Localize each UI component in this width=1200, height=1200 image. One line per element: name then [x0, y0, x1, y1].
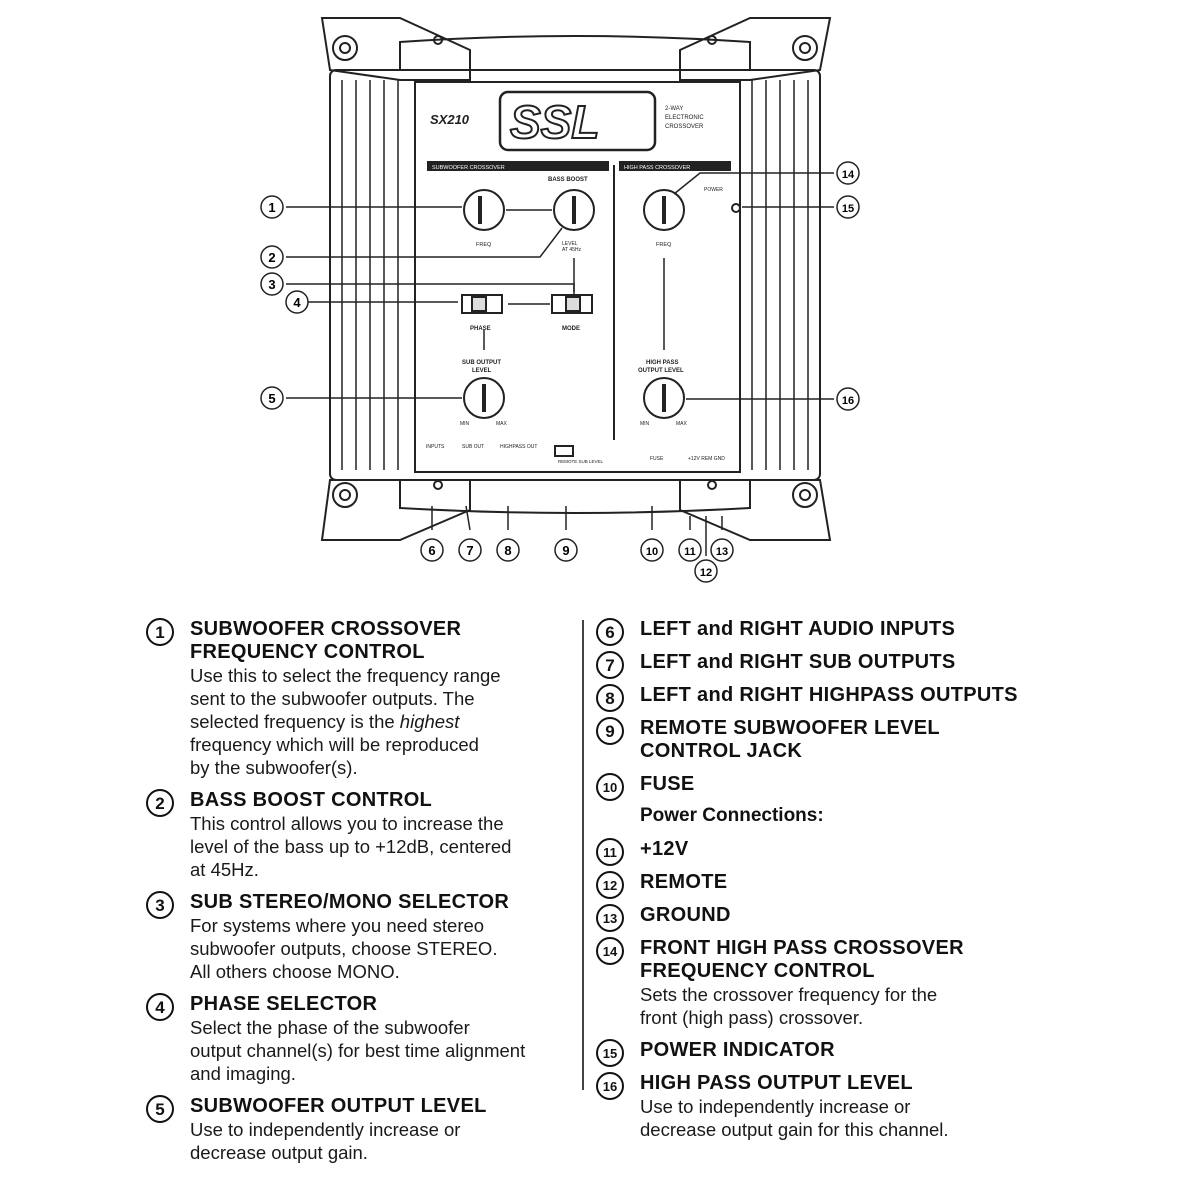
svg-text:16: 16 — [841, 395, 855, 407]
legend-title: SUBWOOFER OUTPUT LEVEL — [190, 1095, 487, 1117]
hp-output-label-1: HIGH PASS — [646, 360, 679, 366]
svg-text:11: 11 — [684, 546, 696, 558]
sub-section-title: SUBWOOFER CROSSOVER — [432, 165, 505, 171]
legend-number: 15 — [596, 1039, 624, 1067]
sub-freq-knob[interactable] — [464, 190, 504, 230]
legend-number: 14 — [596, 937, 624, 965]
sub-output-label-1: SUB OUTPUT — [462, 360, 501, 366]
hp-max-label: MAX — [676, 421, 687, 427]
callout-7 — [459, 539, 481, 561]
svg-text:7: 7 — [466, 543, 474, 558]
callout-8 — [497, 539, 519, 561]
legend-number: 9 — [596, 717, 624, 745]
callout-13 — [711, 539, 733, 561]
legend-number: 5 — [146, 1095, 174, 1123]
svg-text:9: 9 — [562, 543, 570, 558]
sub-output-level-knob[interactable] — [464, 378, 504, 418]
legend-left-column — [146, 618, 576, 1174]
legend-item-14 — [596, 937, 1076, 1029]
legend-title: SUBWOOFER CROSSOVER — [190, 618, 462, 640]
mode-switch[interactable] — [552, 295, 592, 313]
legend-desc: at 45Hz. — [190, 859, 259, 880]
hp-output-label-2: OUTPUT LEVEL — [638, 368, 684, 374]
svg-text:14: 14 — [841, 169, 855, 181]
level-at-label-2: AT 45Hz — [562, 247, 581, 253]
svg-text:4: 4 — [293, 295, 301, 310]
legend-desc: This control allows you to increase the — [190, 813, 504, 834]
desc-line-1: 2-WAY — [665, 106, 684, 112]
hp-section-title: HIGH PASS CROSSOVER — [624, 165, 691, 171]
left-heatsink — [342, 80, 398, 470]
legend-title: POWER INDICATOR — [640, 1039, 835, 1061]
sub-max-label: MAX — [496, 421, 507, 427]
legend-title: FREQUENCY CONTROL — [640, 960, 875, 982]
svg-text:5: 5 — [268, 391, 276, 406]
sub-freq-label: FREQ — [476, 242, 492, 248]
legend-item-11 — [596, 838, 1076, 861]
callout-9 — [555, 539, 577, 561]
phase-label: PHASE — [470, 326, 491, 332]
level-at-label-1: LEVEL — [562, 241, 578, 247]
legend-desc: selected frequency is the highest — [190, 711, 460, 732]
legend-desc: frequency which will be reproduced — [190, 734, 479, 755]
legend-desc: output channel(s) for best time alignment — [190, 1040, 526, 1061]
legend-number: 1 — [146, 618, 174, 646]
svg-text:8: 8 — [504, 543, 512, 558]
power-indicator-led — [732, 204, 740, 212]
sub-out-label: SUB OUT — [462, 444, 485, 450]
legend-desc: For systems where you need stereo — [190, 915, 485, 936]
callout-11 — [679, 539, 701, 561]
legend-desc: All others choose MONO. — [190, 961, 400, 982]
legend-title: FREQUENCY CONTROL — [190, 641, 425, 663]
svg-text:2: 2 — [268, 250, 276, 265]
svg-text:6: 6 — [428, 543, 436, 558]
brand-logo: SSL — [510, 96, 600, 148]
phase-switch[interactable] — [462, 295, 502, 313]
legend-number: 7 — [596, 651, 624, 679]
legend-item-13 — [596, 904, 1076, 927]
legend-desc: Use to independently increase or — [640, 1096, 911, 1117]
legend-item-15 — [596, 1039, 1076, 1062]
svg-text:10: 10 — [645, 546, 659, 558]
legend-desc: decrease output gain. — [190, 1142, 368, 1163]
legend-title: HIGH PASS OUTPUT LEVEL — [640, 1072, 913, 1094]
callout-10 — [641, 539, 663, 561]
legend-desc: front (high pass) crossover. — [640, 1007, 864, 1028]
legend-desc: by the subwoofer(s). — [190, 757, 358, 778]
legend-title: REMOTE SUBWOOFER LEVEL — [640, 717, 940, 739]
legend-title: FRONT HIGH PASS CROSSOVER — [640, 937, 964, 959]
bass-boost-knob[interactable] — [554, 190, 594, 230]
legend-number: 4 — [146, 993, 174, 1021]
fuse-label: FUSE — [650, 456, 664, 462]
legend-item-8 — [596, 684, 1076, 707]
legend-title: FUSE — [640, 773, 695, 795]
legend-item-7 — [596, 651, 1076, 674]
callout-3 — [261, 273, 283, 295]
legend-item-9 — [596, 717, 1076, 763]
legend-title: REMOTE — [640, 871, 728, 893]
mode-label: MODE — [562, 326, 580, 332]
legend-number: 16 — [596, 1072, 624, 1100]
legend-title: CONTROL JACK — [640, 740, 803, 762]
legend-item-1 — [146, 618, 576, 779]
legend-title: LEFT and RIGHT HIGHPASS OUTPUTS — [640, 684, 1018, 706]
desc-line-2: ELECTRONIC — [665, 115, 704, 121]
callout-1 — [261, 196, 283, 218]
legend-title: BASS BOOST CONTROL — [190, 789, 433, 811]
model-label: SX210 — [430, 112, 470, 127]
legend-title: LEFT and RIGHT SUB OUTPUTS — [640, 651, 956, 673]
sub-min-label: MIN — [460, 421, 470, 427]
sub-output-label-2: LEVEL — [472, 368, 492, 374]
callout-6 — [421, 539, 443, 561]
legend-item-3 — [146, 891, 576, 983]
power-conn-label: +12V REM GND — [688, 456, 725, 462]
highpass-out-label: HIGHPASS OUT — [500, 444, 538, 450]
legend-item-6 — [596, 618, 1076, 641]
legend-desc: Use this to select the frequency range — [190, 665, 501, 686]
legend-item-2 — [146, 789, 576, 881]
legend-number: 10 — [596, 773, 624, 801]
callout-14 — [837, 162, 859, 184]
power-connections-heading: Power Connections: — [640, 805, 824, 826]
legend-desc: subwoofer outputs, choose STEREO. — [190, 938, 498, 959]
power-label: POWER — [704, 187, 723, 193]
legend-number: 12 — [596, 871, 624, 899]
bottom-rail — [400, 480, 750, 513]
callout-4 — [286, 291, 308, 313]
hp-freq-knob[interactable] — [644, 190, 684, 230]
legend-desc: level of the bass up to +12dB, centered — [190, 836, 512, 857]
legend-desc: Sets the crossover frequency for the — [640, 984, 938, 1005]
legend-number: 2 — [146, 789, 174, 817]
legend-number: 11 — [596, 838, 624, 866]
legend-number: 13 — [596, 904, 624, 932]
remote-sub-label: REMOTE SUB LEVEL — [558, 459, 604, 464]
hp-min-label: MIN — [640, 421, 650, 427]
legend-item-5 — [146, 1095, 576, 1164]
desc-line-3: CROSSOVER — [665, 124, 704, 130]
legend-right-column — [596, 618, 1076, 1151]
right-heatsink — [752, 80, 808, 470]
hp-freq-label: FREQ — [656, 242, 672, 248]
legend-item-10 — [596, 773, 1076, 796]
legend-desc: sent to the subwoofer outputs. The — [190, 688, 475, 709]
callout-2 — [261, 246, 283, 268]
legend-desc: and imaging. — [190, 1063, 296, 1084]
legend-item-4 — [146, 993, 576, 1085]
svg-text:12: 12 — [699, 567, 713, 579]
callout-16 — [837, 388, 859, 410]
legend-title: GROUND — [640, 904, 731, 926]
callout-15 — [837, 196, 859, 218]
hp-output-level-knob[interactable] — [644, 378, 684, 418]
legend-desc: decrease output gain for this channel. — [640, 1119, 949, 1140]
inputs-label: INPUTS — [426, 444, 445, 450]
legend-item-12 — [596, 871, 1076, 894]
remote-jack-label-box — [555, 446, 573, 456]
bass-boost-label: BASS BOOST — [548, 177, 588, 183]
legend-title: SUB STEREO/MONO SELECTOR — [190, 891, 510, 913]
legend-number: 6 — [596, 618, 624, 646]
legend-title: +12V — [640, 838, 689, 860]
svg-text:1: 1 — [268, 200, 276, 215]
legend-number: 8 — [596, 684, 624, 712]
legend-desc: Select the phase of the subwoofer — [190, 1017, 470, 1038]
legend-title: PHASE SELECTOR — [190, 993, 378, 1015]
callout-12 — [695, 560, 717, 582]
legend-divider — [582, 620, 584, 1090]
legend-desc: Use to independently increase or — [190, 1119, 461, 1140]
legend-number: 3 — [146, 891, 174, 919]
legend-title: LEFT and RIGHT AUDIO INPUTS — [640, 618, 956, 640]
svg-text:13: 13 — [715, 546, 729, 558]
callout-5 — [261, 387, 283, 409]
svg-text:15: 15 — [841, 203, 855, 215]
legend-item-16 — [596, 1072, 1076, 1141]
svg-text:3: 3 — [268, 277, 276, 292]
